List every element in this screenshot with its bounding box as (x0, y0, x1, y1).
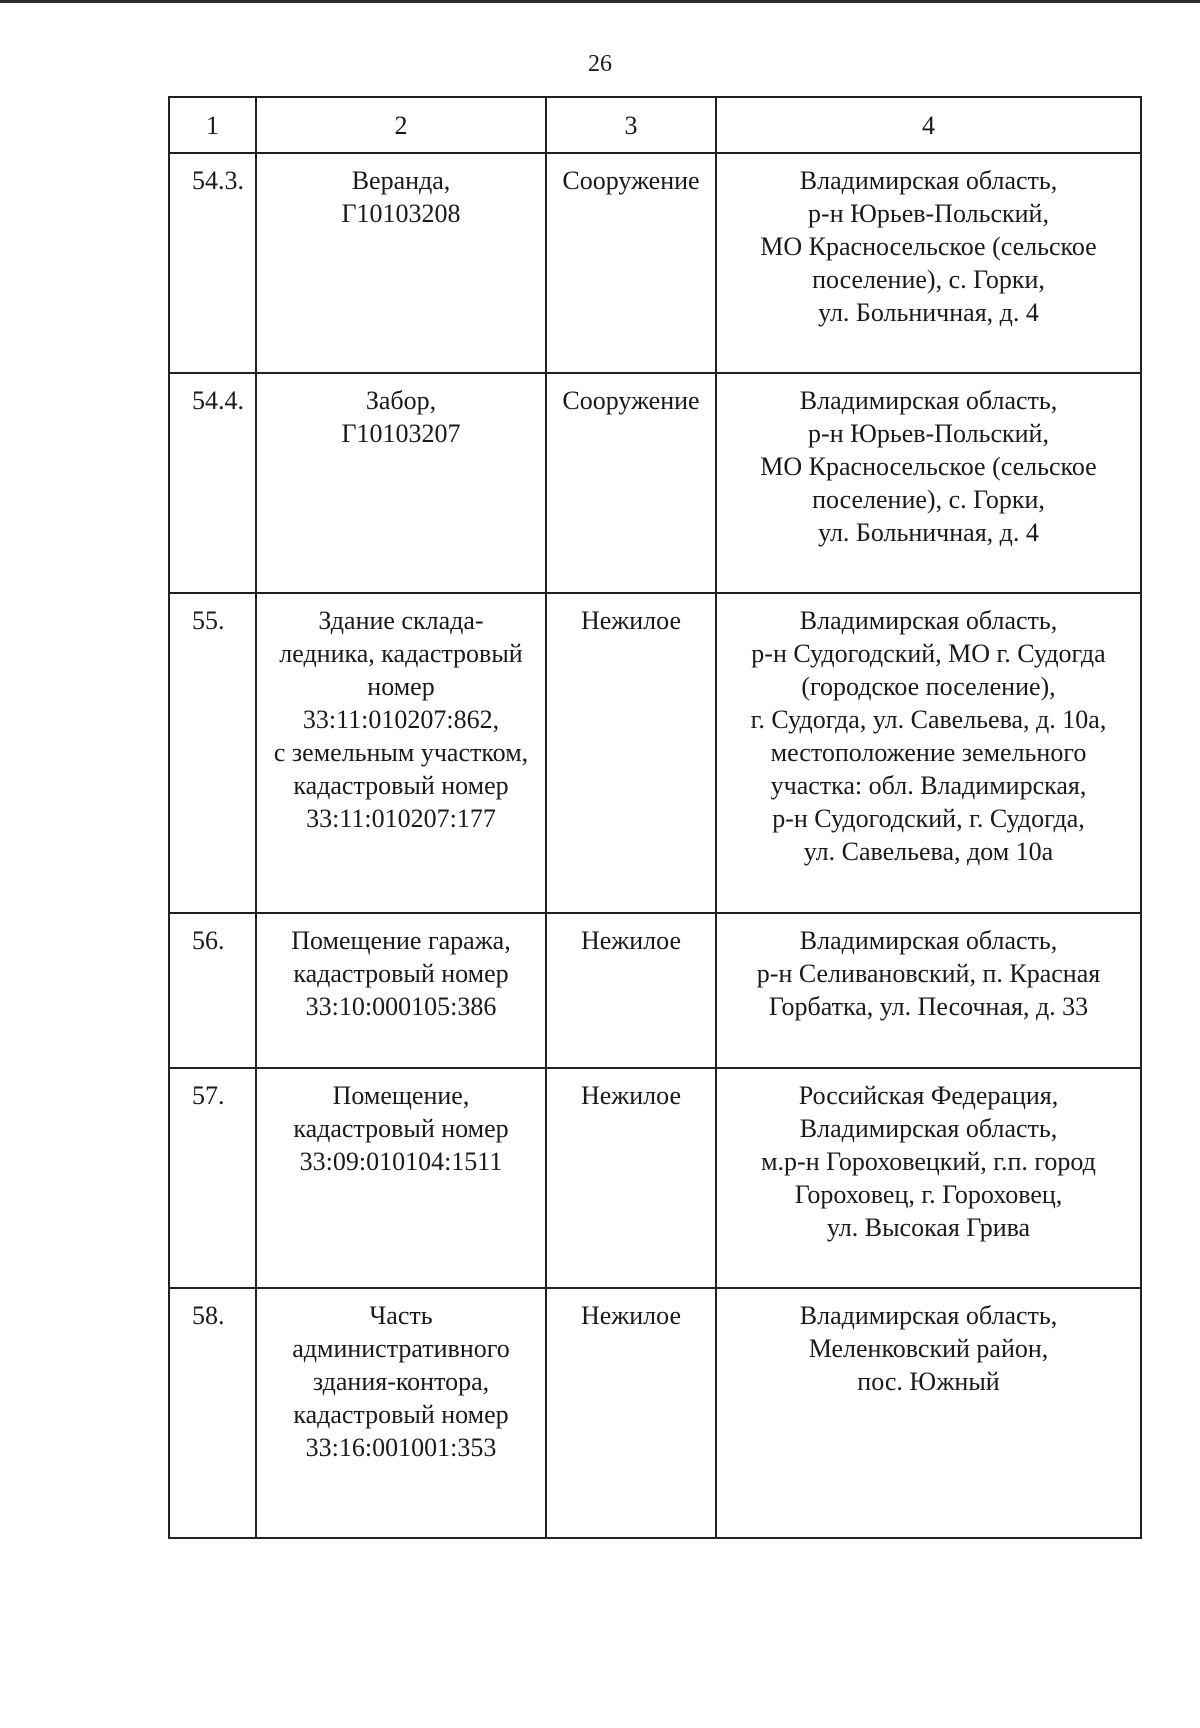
address-line: Владимирская область, (799, 386, 1058, 415)
object-name-line: ледника, кадастровый (279, 639, 523, 668)
object-address (716, 1288, 1141, 1538)
table-row (169, 1288, 1141, 1538)
object-type: Сооружение (546, 373, 716, 593)
table-row (169, 373, 1141, 593)
object-name-line: здания-контора, (312, 1367, 490, 1396)
address-line: г. Судогда, ул. Савельева, д. 10а, (750, 705, 1107, 734)
object-address (716, 373, 1141, 593)
column-header-3: 3 (546, 97, 716, 153)
object-address (716, 153, 1141, 373)
address-line: поселение), с. Горки, (812, 485, 1045, 514)
address-line: Гороховец, г. Гороховец, (794, 1180, 1063, 1209)
object-name-line: 33:16:001001:353 (305, 1433, 497, 1462)
address-line: м.р-н Гороховецкий, г.п. город (761, 1147, 1096, 1176)
object-name-line: Помещение гаража, (291, 926, 511, 955)
address-line: Российская Федерация, (798, 1081, 1059, 1110)
object-name-line: номер (367, 672, 435, 701)
object-name-line: 33:09:010104:1511 (299, 1147, 503, 1176)
object-name-line: 33:11:010207:862, (302, 705, 500, 734)
object-name-line: кадастровый номер (293, 771, 509, 800)
row-number: 55. (169, 593, 256, 913)
table-row (169, 913, 1141, 1068)
column-header-4: 4 (716, 97, 1141, 153)
object-type: Нежилое (546, 913, 716, 1068)
object-name-line: 33:10:000105:386 (305, 992, 497, 1021)
address-line: ул. Савельева, дом 10а (803, 837, 1054, 866)
address-line: поселение), с. Горки, (812, 265, 1045, 294)
row-number: 54.3. (169, 153, 256, 373)
column-header-1: 1 (169, 97, 256, 153)
address-line: Горбатка, ул. Песочная, д. 33 (768, 992, 1089, 1021)
row-number: 56. (169, 913, 256, 1068)
object-name (256, 1288, 546, 1538)
object-name-line: Г10103208 (341, 199, 461, 228)
object-address (716, 1068, 1141, 1288)
object-type: Нежилое (546, 1288, 716, 1538)
page-number: 26 (588, 51, 612, 77)
address-line: МО Красносельское (сельское (760, 452, 1097, 481)
address-line: Владимирская область, (799, 1301, 1058, 1330)
address-line: Владимирская область, (799, 166, 1058, 195)
object-name-line: Здание склада- (318, 606, 484, 635)
column-header-2: 2 (256, 97, 546, 153)
address-line: пос. Южный (857, 1367, 1000, 1396)
object-name (256, 1068, 546, 1288)
object-type: Нежилое (546, 1068, 716, 1288)
address-line: р-н Юрьев-Польский, (808, 199, 1049, 228)
object-name-line: кадастровый номер (293, 959, 509, 988)
object-name-line: Часть (369, 1301, 433, 1330)
row-number: 58. (169, 1288, 256, 1538)
address-line: р-н Судогодский, МО г. Судогда (751, 639, 1106, 668)
table-header-row (169, 97, 1141, 153)
object-name-line: с земельным участком, (273, 738, 529, 767)
object-name-line: кадастровый номер (293, 1400, 509, 1429)
object-name-line: Веранда, (351, 166, 451, 195)
table-row (169, 593, 1141, 913)
object-name-line: Помещение, (332, 1081, 470, 1110)
object-type: Сооружение (546, 153, 716, 373)
address-line: Меленковский район, (808, 1334, 1049, 1363)
address-line: МО Красносельское (сельское (760, 232, 1097, 261)
object-name-line: Забор, (365, 386, 437, 415)
object-address (716, 593, 1141, 913)
address-line: р-н Юрьев-Польский, (808, 419, 1049, 448)
object-type: Нежилое (546, 593, 716, 913)
address-line: ул. Больничная, д. 4 (818, 298, 1039, 327)
object-name-line: кадастровый номер (293, 1114, 509, 1143)
object-name-line: административного (292, 1334, 510, 1363)
object-name (256, 373, 546, 593)
address-line: участка: обл. Владимирская, (770, 771, 1087, 800)
object-name (256, 913, 546, 1068)
address-line: Владимирская область, (799, 1114, 1058, 1143)
object-name-line: 33:11:010207:177 (306, 804, 496, 833)
address-line: местоположение земельного (770, 738, 1087, 767)
object-name-line: Г10103207 (341, 419, 461, 448)
address-line: (городское поселение), (801, 672, 1056, 701)
row-number: 57. (169, 1068, 256, 1288)
address-line: Владимирская область, (799, 926, 1058, 955)
table-row (169, 153, 1141, 373)
object-name (256, 593, 546, 913)
object-name (256, 153, 546, 373)
address-line: р-н Селивановский, п. Красная (756, 959, 1101, 988)
address-line: Владимирская область, (799, 606, 1058, 635)
row-number: 54.4. (169, 373, 256, 593)
property-table (168, 96, 1142, 1539)
top-border-line (0, 0, 1200, 3)
address-line: ул. Больничная, д. 4 (818, 518, 1039, 547)
object-address (716, 913, 1141, 1068)
table-row (169, 1068, 1141, 1288)
address-line: ул. Высокая Грива (826, 1213, 1031, 1242)
address-line: р-н Судогодский, г. Судогда, (772, 804, 1085, 833)
